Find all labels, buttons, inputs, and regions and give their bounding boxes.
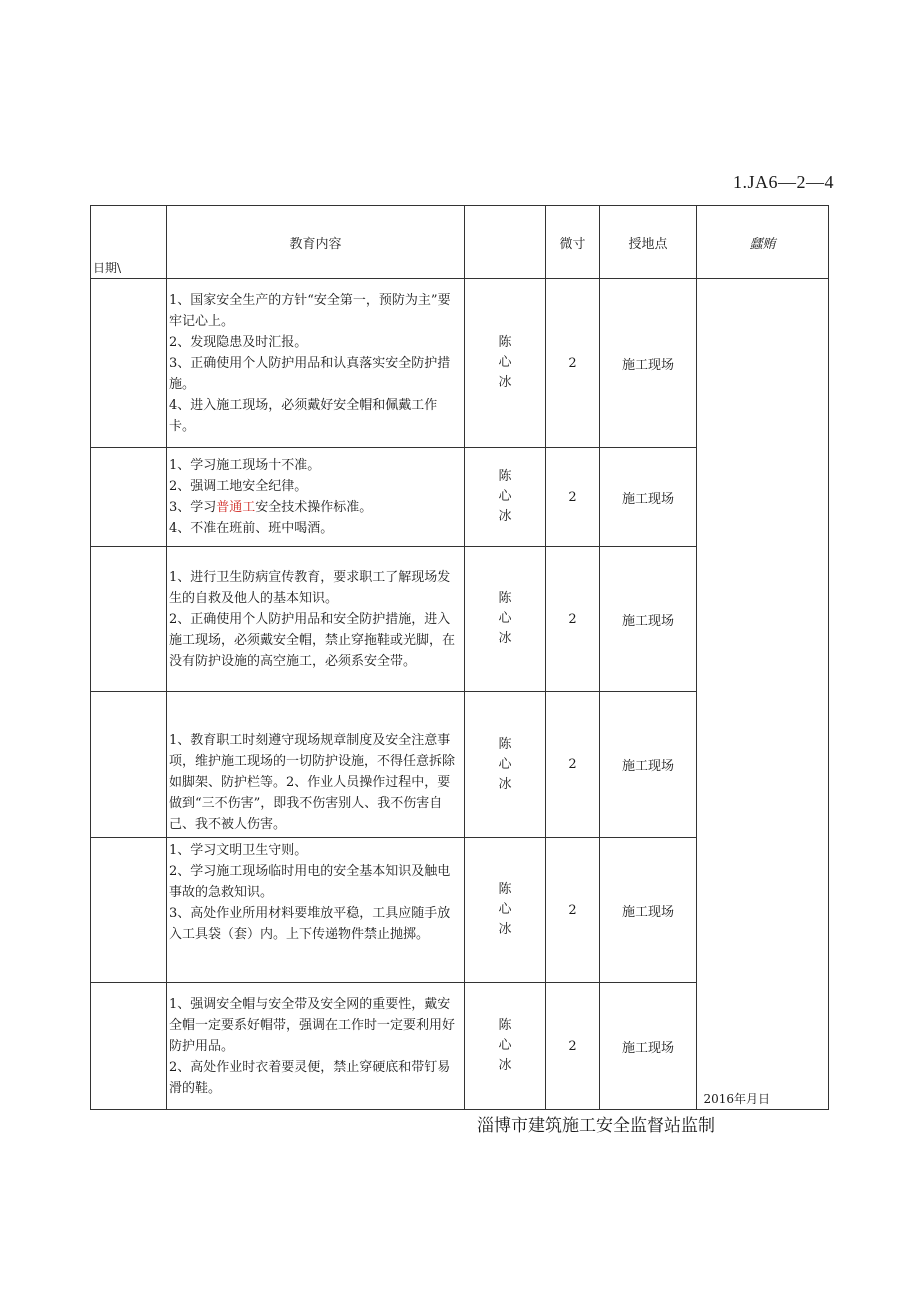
teacher-char: 陈 bbox=[498, 591, 512, 606]
content-line: 1、学习施工现场十不准。 bbox=[169, 458, 321, 473]
table-header-row bbox=[91, 206, 829, 279]
hours-cell: 2 bbox=[546, 279, 600, 448]
content-line: 4、不准在班前、班中喝酒。 bbox=[169, 521, 334, 536]
content-line: 2、发现隐患及时汇报。 bbox=[169, 334, 308, 350]
content-cell bbox=[167, 279, 465, 448]
content-cell bbox=[167, 547, 465, 692]
teacher-char: 冰 bbox=[498, 1058, 512, 1073]
content-line bbox=[169, 497, 462, 518]
content-line: 1、强调安全帽与安全带及安全网的重要性，戴安全帽一定要系好帽带，强调在工作时一定要利用好防护用品。 bbox=[169, 996, 456, 1054]
hours-cell: 2 bbox=[546, 448, 600, 547]
date-cell bbox=[91, 448, 167, 547]
content-line: 2、高处作业时衣着要灵便，禁止穿硬底和带钉易滑的鞋。 bbox=[169, 1059, 451, 1096]
content-text-highlight: 普通工 bbox=[216, 500, 256, 515]
teacher-char: 冰 bbox=[498, 509, 512, 524]
teacher-char: 心 bbox=[498, 1038, 512, 1053]
content-line: 2、强调工地安全纪律。 bbox=[169, 479, 308, 494]
teacher-char: 陈 bbox=[498, 736, 512, 752]
content-line: 2、正确使用个人防护用品和安全防护措施，进入施工现场，必须戴安全帽，禁止穿拖鞋或光脚，在没有防护设施的高空施工，必须系安全带。 bbox=[169, 611, 456, 669]
hours-cell: 2 bbox=[546, 547, 600, 692]
teacher-char: 陈 bbox=[498, 1018, 512, 1033]
content-line: 1、进行卫生防病宣传教育，要求职工了解现场发生的自救及他人的基本知识。 bbox=[169, 569, 451, 606]
content-line: 1、教育职工时刻遵守现场规章制度及安全注意事项，维护施工现场的一切防护设施，不得任意拆除如脚架、防护栏等。2、作业人员操作过程中，要做到“三不伤害”，即我不伤害别人、我不伤害自己、我不被人伤害。 bbox=[169, 733, 456, 832]
teacher-cell bbox=[465, 279, 546, 448]
content-cell bbox=[167, 448, 465, 547]
teacher-cell bbox=[465, 838, 546, 983]
document-code: 1.JA6—2—4 bbox=[732, 172, 834, 192]
date-cell bbox=[91, 692, 167, 838]
date-cell bbox=[91, 547, 167, 692]
sign-date: 2016年月日 bbox=[703, 1092, 770, 1106]
footer-issuer: 淄博市建筑施工安全监督站监制 bbox=[477, 1116, 715, 1135]
header-date-cell bbox=[91, 206, 167, 279]
teacher-char: 陈 bbox=[498, 882, 512, 897]
teacher-char: 心 bbox=[498, 756, 512, 772]
teacher-char: 心 bbox=[498, 611, 512, 626]
hours-cell: 2 bbox=[546, 692, 600, 838]
place-cell: 施工现场 bbox=[600, 838, 697, 983]
content-line: 3、正确使用个人防护用品和认真落实安全防护措施。 bbox=[169, 355, 451, 392]
content-line: 3、高处作业所用材料要堆放平稳，工具应随手放入工具袋（套）内。上下传递物件禁止抛掷。 bbox=[169, 906, 451, 942]
header-sign-label: 瓥贿 bbox=[697, 206, 829, 279]
teacher-char: 心 bbox=[498, 489, 512, 504]
content-cell bbox=[167, 983, 465, 1110]
table-row bbox=[91, 279, 829, 448]
header-col3 bbox=[465, 206, 546, 279]
hours-cell: 2 bbox=[546, 838, 600, 983]
teacher-char: 心 bbox=[498, 355, 512, 370]
signature-cell bbox=[697, 279, 829, 1110]
date-cell bbox=[91, 983, 167, 1110]
place-cell: 施工现场 bbox=[600, 692, 697, 838]
place-cell: 施工现场 bbox=[600, 448, 697, 547]
teacher-char: 陈 bbox=[498, 335, 512, 350]
place-cell: 施工现场 bbox=[600, 547, 697, 692]
header-content-label: 教育内容 bbox=[167, 206, 465, 279]
content-line: 1、国家安全生产的方针“安全第一，预防为主”要牢记心上。 bbox=[169, 292, 451, 329]
teacher-cell bbox=[465, 448, 546, 547]
teacher-cell bbox=[465, 547, 546, 692]
header-date-label: 日期\ bbox=[93, 261, 122, 275]
header-place-label: 授地点 bbox=[600, 206, 697, 279]
place-cell: 施工现场 bbox=[600, 983, 697, 1110]
date-cell bbox=[91, 279, 167, 448]
content-line: 4、进入施工现场，必须戴好安全帽和佩戴工作卡。 bbox=[169, 397, 438, 434]
teacher-char: 冰 bbox=[498, 631, 512, 646]
place-cell: 施工现场 bbox=[600, 279, 697, 448]
content-cell bbox=[167, 838, 465, 983]
teacher-char: 陈 bbox=[498, 469, 512, 484]
hours-cell: 2 bbox=[546, 983, 600, 1110]
content-line: 2、学习施工现场临时用电的安全基本知识及触电事故的急救知识。 bbox=[169, 864, 451, 900]
teacher-char: 冰 bbox=[498, 375, 512, 390]
content-line: 1、学习文明卫生守则。 bbox=[169, 843, 308, 858]
content-cell bbox=[167, 692, 465, 838]
safety-education-table bbox=[90, 205, 829, 1110]
date-cell bbox=[91, 838, 167, 983]
content-text: 3、学习 bbox=[169, 500, 217, 515]
teacher-char: 冰 bbox=[498, 922, 512, 937]
teacher-cell bbox=[465, 692, 546, 838]
teacher-cell bbox=[465, 983, 546, 1110]
header-hours-label: 微寸 bbox=[546, 206, 600, 279]
teacher-char: 冰 bbox=[498, 776, 512, 792]
teacher-char: 心 bbox=[498, 902, 512, 917]
content-text: 安全技术操作标准。 bbox=[255, 500, 373, 515]
